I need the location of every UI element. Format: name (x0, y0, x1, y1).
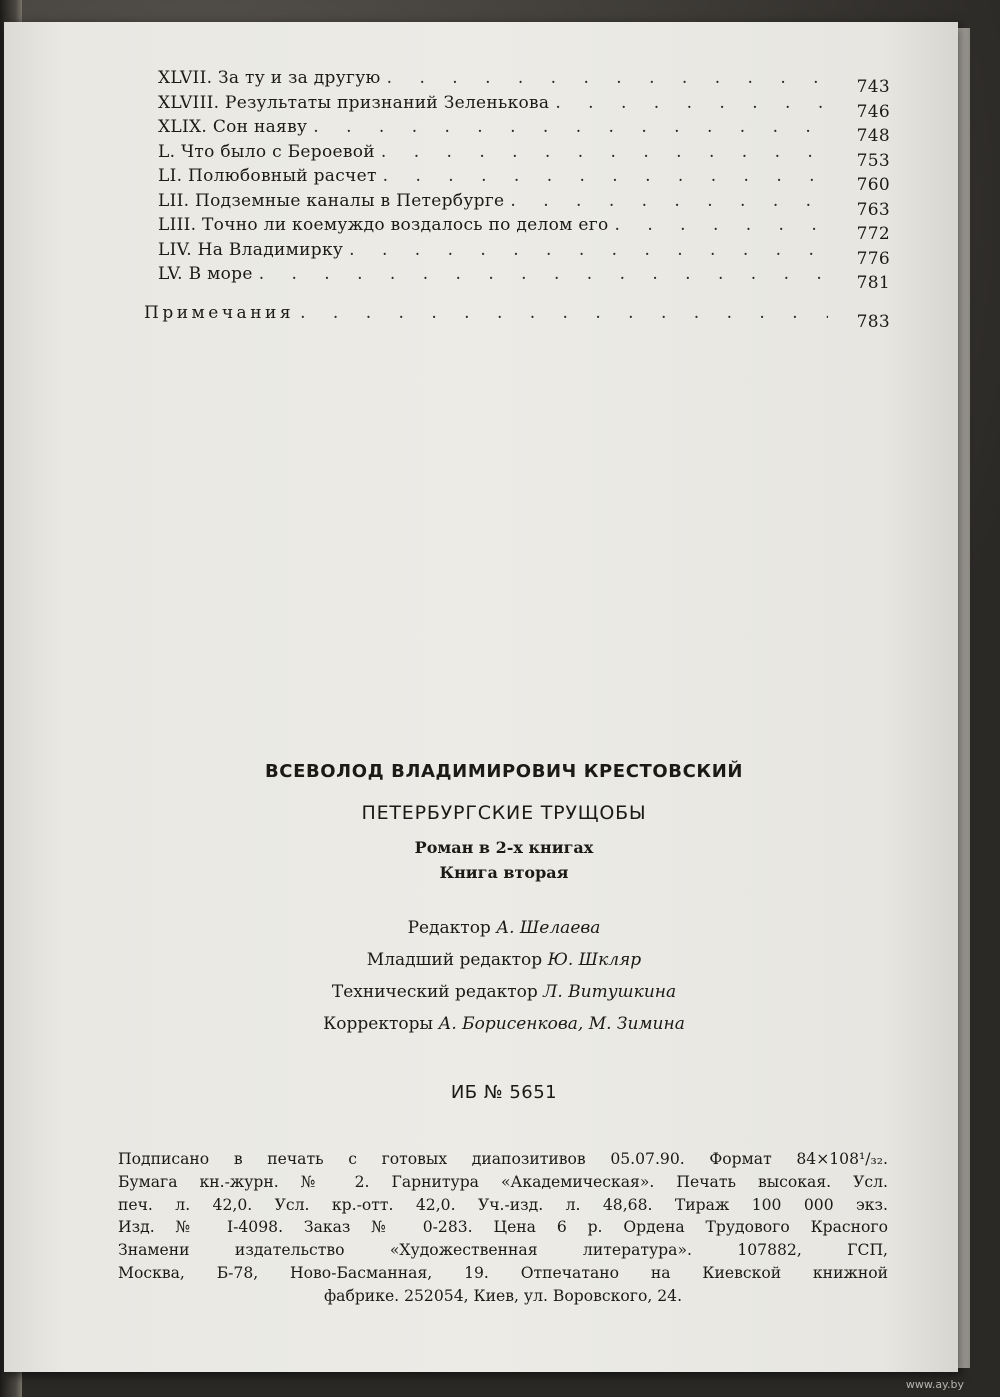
toc-title: LII. Подземные каналы в Петербурге (158, 190, 505, 211)
toc-row-notes (118, 301, 890, 332)
credit-role: Корректоры (323, 1014, 434, 1034)
toc-leader (307, 115, 828, 140)
toc-page: 776 (856, 248, 890, 269)
toc-row (118, 262, 890, 293)
toc-page: 781 (856, 273, 890, 293)
toc-row (118, 91, 890, 122)
toc-title: XLIX. Сон наяву (158, 117, 308, 137)
toc-row (118, 66, 890, 97)
toc-row (118, 164, 890, 195)
colophon (118, 1148, 888, 1308)
toc-page-notes: 783 (856, 311, 890, 332)
toc-row (118, 189, 890, 220)
book-volume: Книга вторая (439, 863, 569, 882)
toc-row (118, 115, 890, 146)
colophon-line: печ. л. 42,0. Усл. кр.-отт. 42,0. Уч.-изд. л. 48,68. Тираж 100 000 экз. (118, 1195, 888, 1214)
author-name: ВСЕВОЛОД ВЛАДИМИРОВИЧ КРЕСТОВСКИЙ (264, 761, 744, 782)
colophon-line: Подписано в печать с готовых диапозитивов 05.07.90. Формат 84×108¹/₃₂. (118, 1150, 888, 1168)
colophon-line: Знамени издательство «Художественная литература». 107882, ГСП, (118, 1241, 888, 1260)
toc-leader (549, 91, 828, 116)
credit-person: Л. Витушкина (543, 982, 677, 1002)
toc-title: LIV. На Владимирку (158, 239, 344, 260)
toc-page: 753 (856, 150, 890, 171)
toc-leader (504, 189, 828, 214)
toc-page: 746 (856, 101, 890, 122)
toc-title: L. Что было с Бероевой (158, 141, 375, 162)
toc-page: 763 (856, 199, 890, 220)
toc-row (118, 213, 890, 244)
book-title: ПЕТЕРБУРГСКИЕ ТРУЩОБЫ (361, 802, 647, 824)
table-of-contents (118, 66, 890, 332)
toc-title-notes: Примечания (144, 302, 295, 323)
colophon-line: Москва, Б-78, Ново-Басманная, 19. Отпечатано на Киевской книжной (118, 1263, 888, 1282)
toc-leader (294, 301, 828, 326)
toc-page: 760 (856, 175, 890, 195)
toc-leader (253, 262, 828, 287)
colophon-line: Изд. № I-4098. Заказ № 0-283. Цена 6 р. Ордена Трудового Красного (118, 1218, 888, 1237)
imprint-block (114, 755, 894, 1103)
toc-page: 772 (856, 224, 890, 244)
watermark: www.ay.by (905, 1378, 964, 1391)
toc-title: LV. В море (158, 264, 253, 284)
credit-role: Технический редактор (331, 982, 538, 1002)
toc-title: LI. Полюбовный расчет (158, 166, 377, 186)
toc-title: LIII. Точно ли коемуждо воздалось по делом его (158, 215, 609, 235)
toc-leader (375, 140, 828, 165)
toc-title: XLVII. За ту и за другую (158, 68, 381, 88)
toc-row (118, 140, 890, 171)
credit-role: Младший редактор (366, 950, 543, 970)
credits-list (114, 912, 894, 1040)
credit-person: А. Борисенкова, М. Зимина (438, 1014, 685, 1034)
book-subtitle: Роман в 2-х книгах (414, 838, 594, 857)
page-edge (958, 28, 970, 1368)
toc-leader (343, 238, 828, 263)
credit-person: А. Шелаева (496, 918, 601, 938)
credit-person: Ю. Шкляр (547, 950, 642, 970)
toc-page: 748 (856, 126, 890, 146)
credit-line (114, 1008, 894, 1040)
toc-title: XLVIII. Результаты признаний Зеленькова (158, 92, 550, 113)
toc-page: 743 (856, 77, 890, 97)
toc-leader (609, 213, 828, 238)
credit-role: Редактор (407, 918, 491, 938)
toc-row (118, 238, 890, 269)
toc-leader (381, 66, 828, 91)
colophon-line: фабрике. 252054, Киев, ул. Воровского, 24. (323, 1286, 683, 1305)
colophon-line: Бумага кн.-журн. № 2. Гарнитура «Академическая». Печать высокая. Усл. (118, 1172, 888, 1191)
credit-line (114, 912, 894, 944)
credit-line (114, 976, 894, 1008)
ib-number: ИБ № 5651 (450, 1082, 558, 1103)
credit-line (114, 944, 894, 976)
toc-leader (377, 164, 828, 189)
